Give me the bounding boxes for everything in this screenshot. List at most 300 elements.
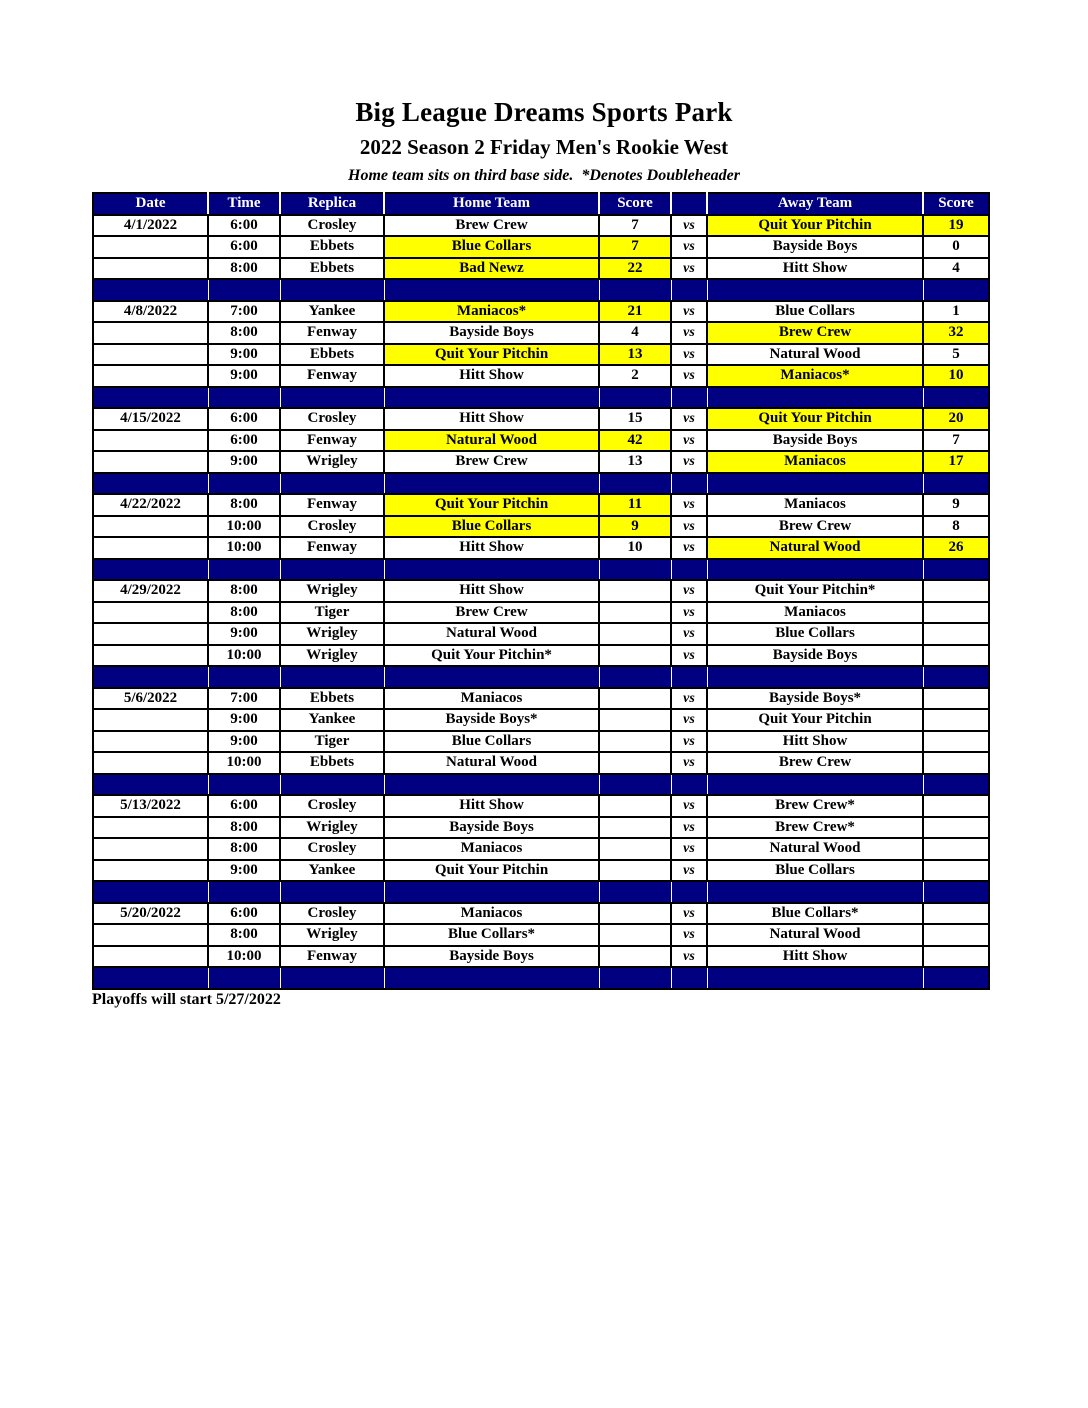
vs-cell: vs	[671, 645, 707, 667]
separator-cell	[923, 387, 989, 409]
replica-cell: Crosley	[280, 838, 384, 860]
time-cell: 6:00	[208, 903, 280, 925]
date-cell	[93, 817, 208, 839]
away-score-cell	[923, 860, 989, 882]
away-team-cell: Quit Your Pitchin*	[707, 580, 923, 602]
replica-cell: Wrigley	[280, 623, 384, 645]
away-score-cell: 17	[923, 451, 989, 473]
game-row	[93, 817, 989, 839]
away-score-cell: 20	[923, 408, 989, 430]
date-cell	[93, 946, 208, 968]
time-cell: 6:00	[208, 215, 280, 237]
separator-cell	[707, 666, 923, 688]
game-row	[93, 258, 989, 280]
vs-cell: vs	[671, 258, 707, 280]
replica-cell: Wrigley	[280, 817, 384, 839]
date-cell	[93, 344, 208, 366]
time-cell: 10:00	[208, 516, 280, 538]
separator-cell	[599, 666, 671, 688]
home-score-cell: 13	[599, 344, 671, 366]
vs-cell: vs	[671, 795, 707, 817]
home-score-cell: 10	[599, 537, 671, 559]
separator-cell	[280, 387, 384, 409]
time-cell: 10:00	[208, 537, 280, 559]
game-row	[93, 924, 989, 946]
vs-cell: vs	[671, 451, 707, 473]
replica-cell: Crosley	[280, 903, 384, 925]
date-cell: 4/8/2022	[93, 301, 208, 323]
home-score-cell	[599, 860, 671, 882]
time-cell: 9:00	[208, 344, 280, 366]
separator-cell	[280, 774, 384, 796]
away-team-cell: Hitt Show	[707, 258, 923, 280]
time-cell: 8:00	[208, 580, 280, 602]
separator-cell	[384, 774, 599, 796]
date-cell: 4/1/2022	[93, 215, 208, 237]
header-cell-time: Time	[208, 193, 280, 215]
time-cell: 10:00	[208, 752, 280, 774]
separator-cell	[93, 881, 208, 903]
separator-cell	[208, 387, 280, 409]
away-score-cell	[923, 645, 989, 667]
separator-cell	[671, 881, 707, 903]
home-team-note: Home team sits on third base side. *Denotes Doubleheader	[348, 167, 740, 184]
away-team-cell: Blue Collars*	[707, 903, 923, 925]
away-score-cell	[923, 946, 989, 968]
home-team-cell: Brew Crew	[384, 215, 599, 237]
separator-cell	[208, 473, 280, 495]
vs-cell: vs	[671, 602, 707, 624]
home-score-cell: 21	[599, 301, 671, 323]
separator-row	[93, 967, 989, 989]
date-cell	[93, 602, 208, 624]
away-score-cell: 0	[923, 236, 989, 258]
game-row	[93, 537, 989, 559]
separator-cell	[923, 279, 989, 301]
separator-row	[93, 559, 989, 581]
separator-cell	[923, 774, 989, 796]
replica-cell: Crosley	[280, 795, 384, 817]
away-score-cell: 32	[923, 322, 989, 344]
vs-cell: vs	[671, 430, 707, 452]
date-cell	[93, 258, 208, 280]
vs-cell: vs	[671, 322, 707, 344]
game-row	[93, 602, 989, 624]
time-cell: 8:00	[208, 838, 280, 860]
separator-cell	[384, 279, 599, 301]
away-score-cell	[923, 838, 989, 860]
vs-cell: vs	[671, 731, 707, 753]
away-team-cell: Maniacos*	[707, 365, 923, 387]
game-row	[93, 903, 989, 925]
header-cell-replica: Replica	[280, 193, 384, 215]
time-cell: 7:00	[208, 301, 280, 323]
separator-cell	[599, 774, 671, 796]
away-team-cell: Maniacos	[707, 451, 923, 473]
replica-cell: Ebbets	[280, 688, 384, 710]
replica-cell: Tiger	[280, 731, 384, 753]
time-cell: 9:00	[208, 860, 280, 882]
vs-cell: vs	[671, 709, 707, 731]
game-row	[93, 645, 989, 667]
home-team-cell: Hitt Show	[384, 580, 599, 602]
separator-row	[93, 473, 989, 495]
separator-cell	[599, 967, 671, 989]
home-team-cell: Bayside Boys	[384, 322, 599, 344]
away-team-cell: Hitt Show	[707, 946, 923, 968]
separator-cell	[671, 967, 707, 989]
replica-cell: Ebbets	[280, 752, 384, 774]
game-row	[93, 408, 989, 430]
header-row	[93, 193, 989, 215]
home-team-cell: Blue Collars	[384, 236, 599, 258]
time-cell: 6:00	[208, 408, 280, 430]
game-row	[93, 838, 989, 860]
home-team-cell: Maniacos*	[384, 301, 599, 323]
separator-cell	[384, 387, 599, 409]
replica-cell: Ebbets	[280, 236, 384, 258]
vs-cell: vs	[671, 344, 707, 366]
time-cell: 9:00	[208, 731, 280, 753]
game-row	[93, 236, 989, 258]
away-score-cell: 1	[923, 301, 989, 323]
date-cell	[93, 731, 208, 753]
away-team-cell: Quit Your Pitchin	[707, 408, 923, 430]
date-cell	[93, 924, 208, 946]
time-cell: 6:00	[208, 430, 280, 452]
vs-cell: vs	[671, 817, 707, 839]
vs-cell: vs	[671, 903, 707, 925]
game-row	[93, 946, 989, 968]
away-team-cell: Brew Crew	[707, 516, 923, 538]
home-score-cell	[599, 709, 671, 731]
home-team-cell: Quit Your Pitchin	[384, 494, 599, 516]
replica-cell: Tiger	[280, 602, 384, 624]
date-cell: 4/29/2022	[93, 580, 208, 602]
date-cell	[93, 322, 208, 344]
vs-cell: vs	[671, 623, 707, 645]
away-team-cell: Quit Your Pitchin	[707, 709, 923, 731]
separator-cell	[384, 881, 599, 903]
vs-cell: vs	[671, 516, 707, 538]
game-row	[93, 580, 989, 602]
vs-cell: vs	[671, 580, 707, 602]
separator-cell	[280, 559, 384, 581]
vs-cell: vs	[671, 924, 707, 946]
home-team-cell: Hitt Show	[384, 408, 599, 430]
date-cell	[93, 752, 208, 774]
separator-cell	[208, 279, 280, 301]
away-team-cell: Brew Crew*	[707, 817, 923, 839]
separator-cell	[280, 473, 384, 495]
separator-cell	[93, 279, 208, 301]
home-team-cell: Quit Your Pitchin	[384, 344, 599, 366]
game-row	[93, 344, 989, 366]
date-cell	[93, 516, 208, 538]
separator-cell	[599, 473, 671, 495]
home-score-cell: 7	[599, 215, 671, 237]
home-team-cell: Natural Wood	[384, 430, 599, 452]
replica-cell: Wrigley	[280, 645, 384, 667]
game-row	[93, 430, 989, 452]
away-score-cell: 4	[923, 258, 989, 280]
home-team-cell: Natural Wood	[384, 623, 599, 645]
away-score-cell	[923, 924, 989, 946]
game-row	[93, 301, 989, 323]
date-cell	[93, 838, 208, 860]
home-team-cell: Blue Collars*	[384, 924, 599, 946]
home-score-cell	[599, 752, 671, 774]
replica-cell: Fenway	[280, 946, 384, 968]
schedule-table-head	[93, 193, 989, 215]
home-team-cell: Bayside Boys	[384, 946, 599, 968]
home-score-cell	[599, 946, 671, 968]
separator-cell	[93, 774, 208, 796]
home-team-cell: Maniacos	[384, 688, 599, 710]
separator-cell	[93, 967, 208, 989]
header-cell-home-score: Score	[599, 193, 671, 215]
home-score-cell: 22	[599, 258, 671, 280]
away-team-cell: Natural Wood	[707, 838, 923, 860]
away-team-cell: Quit Your Pitchin	[707, 215, 923, 237]
away-score-cell: 19	[923, 215, 989, 237]
time-cell: 8:00	[208, 322, 280, 344]
home-score-cell	[599, 795, 671, 817]
away-score-cell	[923, 817, 989, 839]
game-row	[93, 688, 989, 710]
away-team-cell: Natural Wood	[707, 344, 923, 366]
separator-cell	[671, 559, 707, 581]
vs-cell: vs	[671, 215, 707, 237]
replica-cell: Fenway	[280, 365, 384, 387]
home-score-cell: 42	[599, 430, 671, 452]
home-team-cell: Hitt Show	[384, 365, 599, 387]
home-score-cell	[599, 645, 671, 667]
separator-cell	[208, 666, 280, 688]
separator-cell	[599, 279, 671, 301]
separator-cell	[208, 774, 280, 796]
date-cell: 5/13/2022	[93, 795, 208, 817]
away-team-cell: Brew Crew	[707, 322, 923, 344]
separator-cell	[93, 473, 208, 495]
header-cell-date: Date	[93, 193, 208, 215]
schedule-table-body	[93, 215, 989, 989]
separator-cell	[384, 967, 599, 989]
separator-cell	[707, 559, 923, 581]
vs-cell: vs	[671, 236, 707, 258]
home-team-cell: Hitt Show	[384, 795, 599, 817]
home-score-cell: 2	[599, 365, 671, 387]
replica-cell: Crosley	[280, 516, 384, 538]
time-cell: 9:00	[208, 623, 280, 645]
header-cell-vs	[671, 193, 707, 215]
home-team-cell: Maniacos	[384, 903, 599, 925]
separator-cell	[384, 473, 599, 495]
replica-cell: Fenway	[280, 322, 384, 344]
time-cell: 6:00	[208, 795, 280, 817]
away-score-cell	[923, 903, 989, 925]
game-row	[93, 451, 989, 473]
replica-cell: Ebbets	[280, 344, 384, 366]
separator-cell	[384, 559, 599, 581]
home-team-cell: Quit Your Pitchin*	[384, 645, 599, 667]
separator-cell	[707, 967, 923, 989]
away-team-cell: Brew Crew	[707, 752, 923, 774]
replica-cell: Fenway	[280, 430, 384, 452]
game-row	[93, 752, 989, 774]
home-score-cell	[599, 838, 671, 860]
vs-cell: vs	[671, 838, 707, 860]
separator-cell	[671, 473, 707, 495]
separator-row	[93, 666, 989, 688]
away-score-cell: 9	[923, 494, 989, 516]
time-cell: 8:00	[208, 494, 280, 516]
separator-cell	[707, 279, 923, 301]
home-score-cell	[599, 602, 671, 624]
home-team-cell: Hitt Show	[384, 537, 599, 559]
separator-cell	[208, 967, 280, 989]
away-team-cell: Natural Wood	[707, 537, 923, 559]
home-team-cell: Natural Wood	[384, 752, 599, 774]
page-subtitle: 2022 Season 2 Friday Men's Rookie West	[359, 135, 729, 159]
home-score-cell	[599, 817, 671, 839]
separator-cell	[93, 666, 208, 688]
time-cell: 10:00	[208, 645, 280, 667]
date-cell	[93, 860, 208, 882]
away-team-cell: Bayside Boys	[707, 430, 923, 452]
page-title: Big League Dreams Sports Park	[355, 97, 733, 127]
home-score-cell	[599, 924, 671, 946]
separator-cell	[280, 881, 384, 903]
separator-cell	[923, 881, 989, 903]
home-score-cell: 4	[599, 322, 671, 344]
home-team-cell: Brew Crew	[384, 451, 599, 473]
game-row	[93, 322, 989, 344]
header-cell-home-team: Home Team	[384, 193, 599, 215]
game-row	[93, 494, 989, 516]
separator-cell	[280, 666, 384, 688]
date-cell	[93, 451, 208, 473]
separator-cell	[280, 967, 384, 989]
home-score-cell	[599, 688, 671, 710]
separator-row	[93, 279, 989, 301]
away-score-cell: 7	[923, 430, 989, 452]
separator-cell	[671, 279, 707, 301]
home-score-cell: 7	[599, 236, 671, 258]
time-cell: 8:00	[208, 602, 280, 624]
separator-cell	[707, 473, 923, 495]
vs-cell: vs	[671, 537, 707, 559]
date-cell: 4/15/2022	[93, 408, 208, 430]
away-score-cell	[923, 688, 989, 710]
replica-cell: Yankee	[280, 301, 384, 323]
game-row	[93, 709, 989, 731]
separator-cell	[599, 559, 671, 581]
time-cell: 9:00	[208, 365, 280, 387]
away-team-cell: Bayside Boys	[707, 645, 923, 667]
separator-cell	[280, 279, 384, 301]
separator-cell	[208, 881, 280, 903]
separator-cell	[599, 387, 671, 409]
time-cell: 9:00	[208, 451, 280, 473]
date-cell	[93, 365, 208, 387]
separator-row	[93, 774, 989, 796]
time-cell: 10:00	[208, 946, 280, 968]
home-team-cell: Blue Collars	[384, 516, 599, 538]
replica-cell: Crosley	[280, 215, 384, 237]
time-cell: 9:00	[208, 709, 280, 731]
separator-cell	[671, 666, 707, 688]
away-score-cell: 26	[923, 537, 989, 559]
date-cell: 4/22/2022	[93, 494, 208, 516]
away-team-cell: Maniacos	[707, 602, 923, 624]
separator-cell	[671, 774, 707, 796]
vs-cell: vs	[671, 752, 707, 774]
date-cell	[93, 623, 208, 645]
separator-cell	[923, 559, 989, 581]
home-score-cell: 13	[599, 451, 671, 473]
separator-row	[93, 387, 989, 409]
header-cell-away-team: Away Team	[707, 193, 923, 215]
date-cell	[93, 537, 208, 559]
replica-cell: Fenway	[280, 537, 384, 559]
vs-cell: vs	[671, 860, 707, 882]
vs-cell: vs	[671, 301, 707, 323]
home-team-cell: Bayside Boys	[384, 817, 599, 839]
separator-cell	[707, 387, 923, 409]
separator-cell	[923, 666, 989, 688]
time-cell: 6:00	[208, 236, 280, 258]
separator-cell	[923, 473, 989, 495]
away-score-cell	[923, 731, 989, 753]
date-cell	[93, 645, 208, 667]
away-team-cell: Blue Collars	[707, 860, 923, 882]
game-row	[93, 215, 989, 237]
away-score-cell	[923, 623, 989, 645]
time-cell: 8:00	[208, 258, 280, 280]
away-team-cell: Blue Collars	[707, 623, 923, 645]
away-team-cell: Bayside Boys*	[707, 688, 923, 710]
game-row	[93, 365, 989, 387]
time-cell: 8:00	[208, 817, 280, 839]
vs-cell: vs	[671, 494, 707, 516]
replica-cell: Yankee	[280, 860, 384, 882]
playoffs-footer-note: Playoffs will start 5/27/2022	[92, 991, 281, 1008]
separator-cell	[707, 774, 923, 796]
schedule-table	[92, 192, 990, 990]
home-score-cell	[599, 580, 671, 602]
separator-cell	[671, 387, 707, 409]
home-team-cell: Brew Crew	[384, 602, 599, 624]
game-row	[93, 516, 989, 538]
date-cell	[93, 709, 208, 731]
home-score-cell	[599, 903, 671, 925]
separator-cell	[93, 387, 208, 409]
separator-cell	[923, 967, 989, 989]
game-row	[93, 795, 989, 817]
replica-cell: Crosley	[280, 408, 384, 430]
away-team-cell: Maniacos	[707, 494, 923, 516]
away-score-cell: 8	[923, 516, 989, 538]
time-cell: 8:00	[208, 924, 280, 946]
home-team-cell: Quit Your Pitchin	[384, 860, 599, 882]
home-score-cell	[599, 731, 671, 753]
away-score-cell	[923, 602, 989, 624]
home-team-cell: Maniacos	[384, 838, 599, 860]
vs-cell: vs	[671, 946, 707, 968]
date-cell	[93, 430, 208, 452]
separator-cell	[384, 666, 599, 688]
